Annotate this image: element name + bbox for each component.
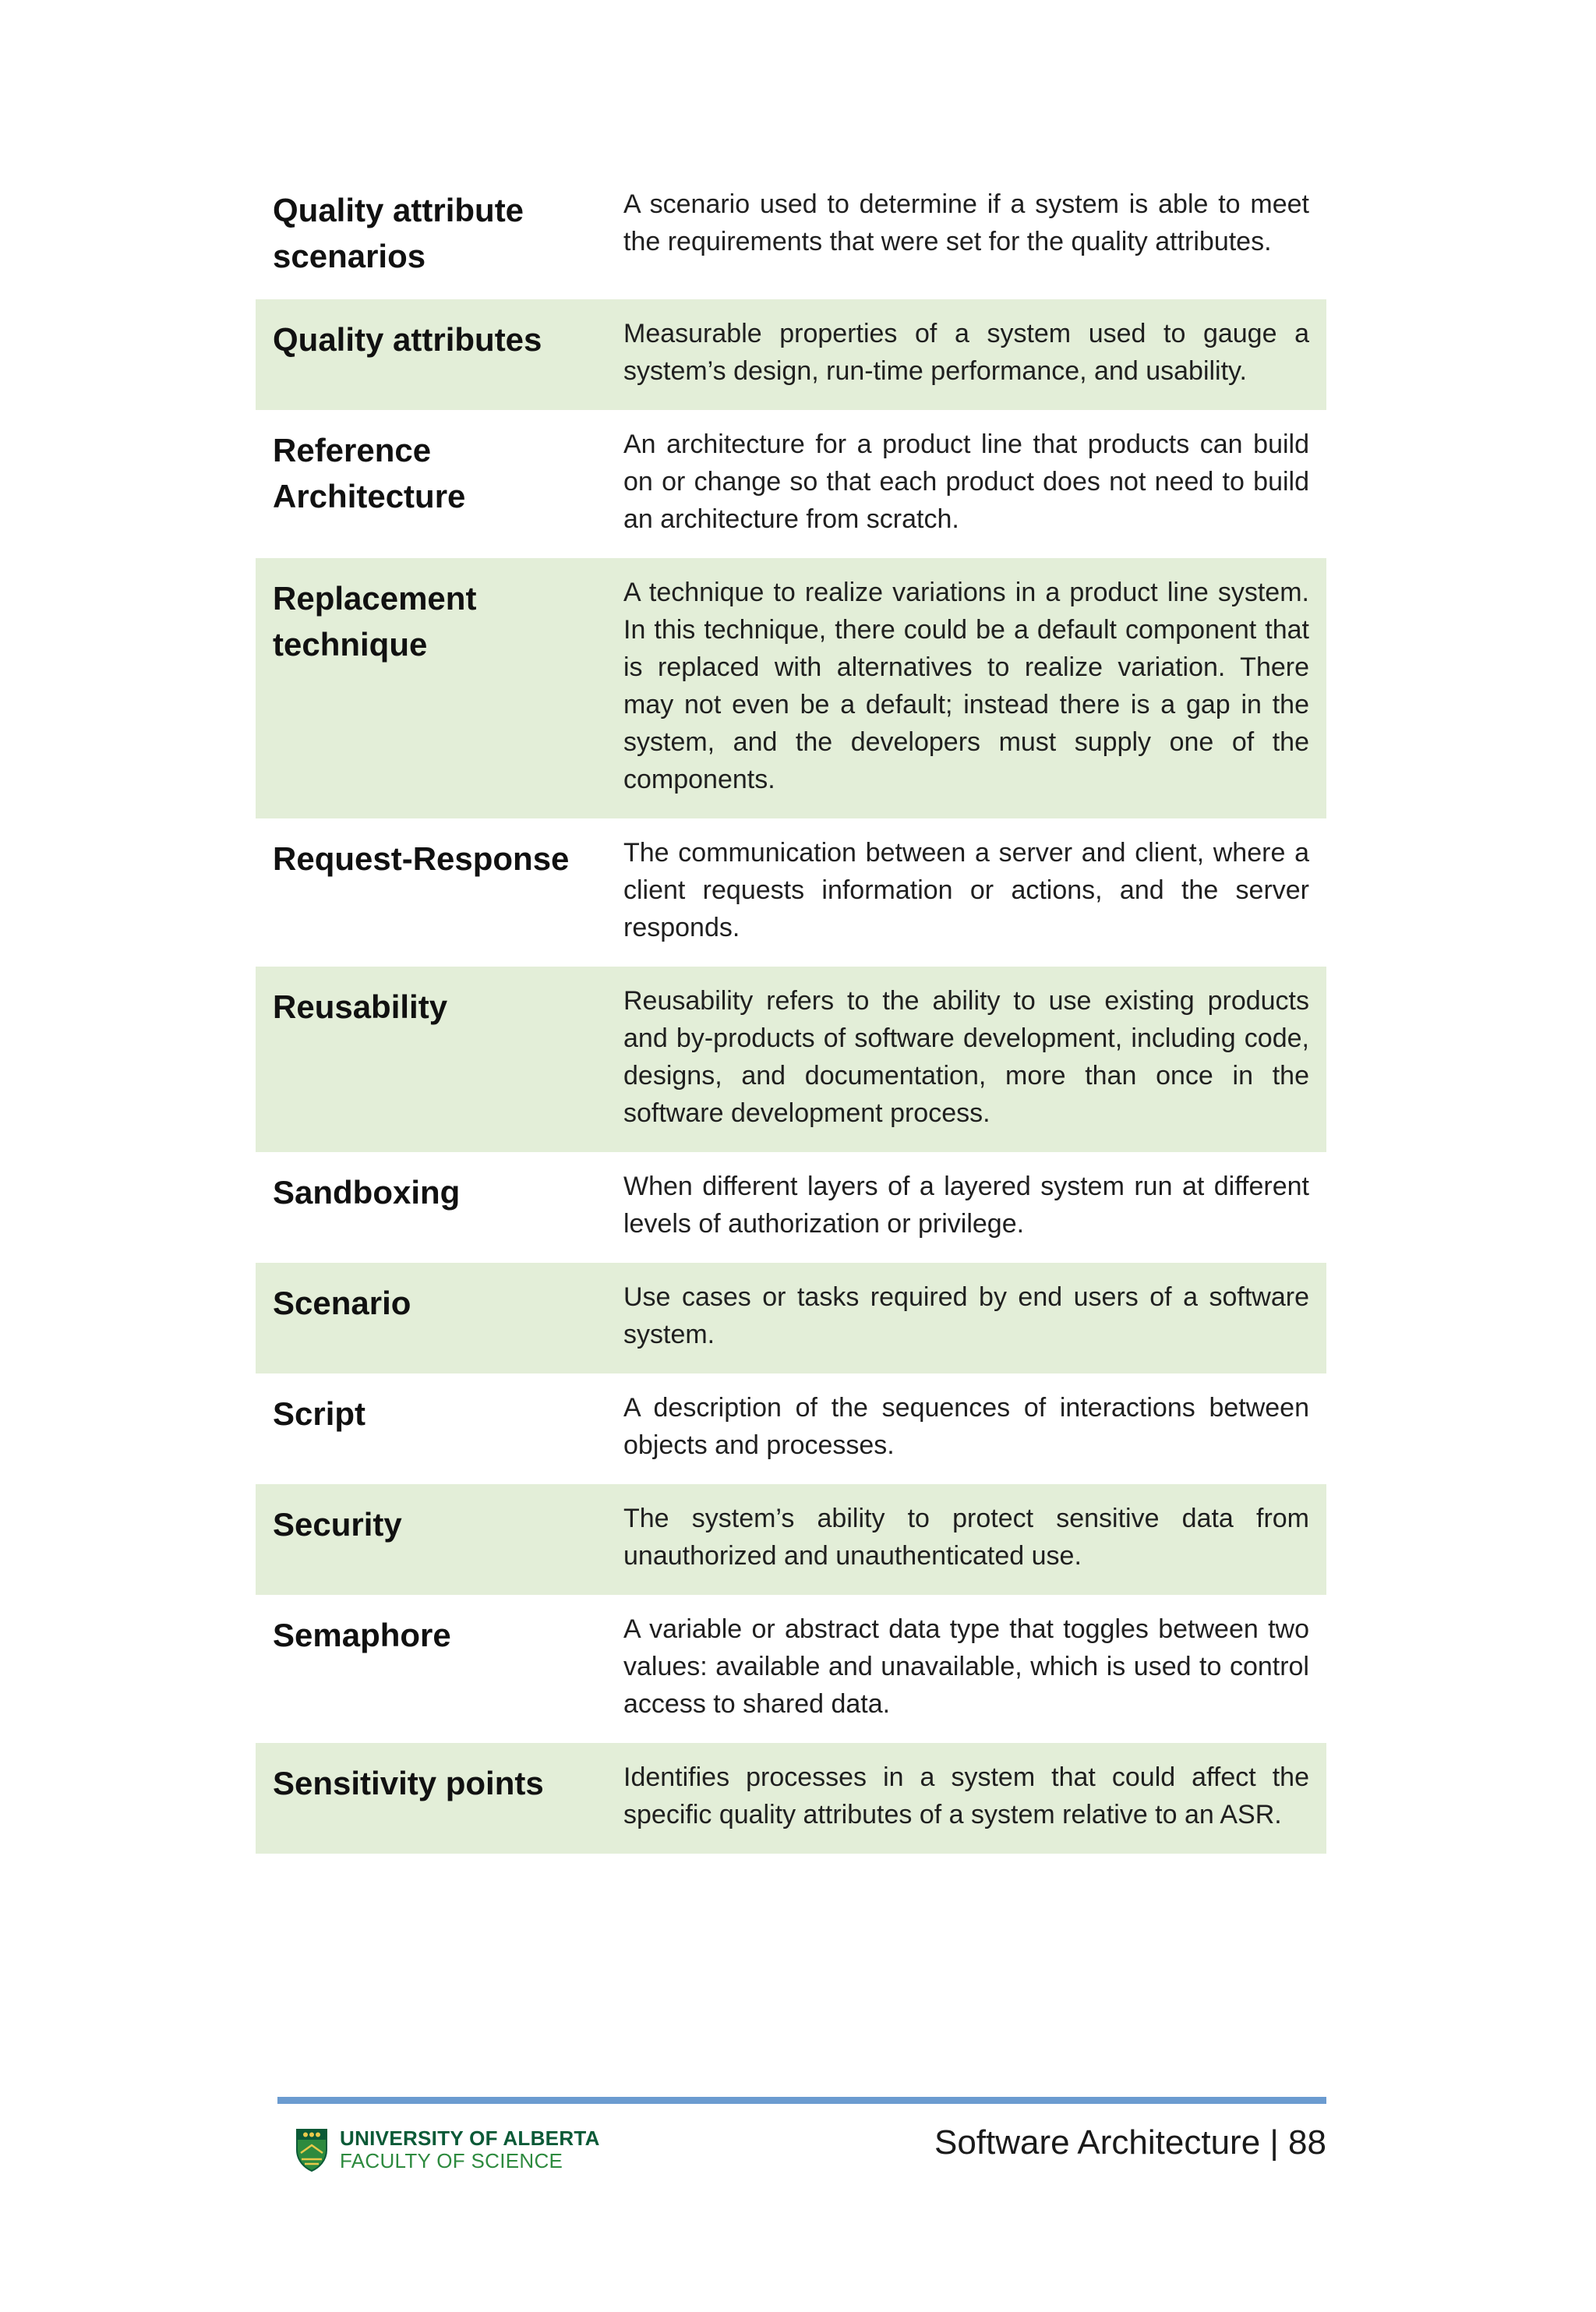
glossary-definition: The system’s ability to protect sensitive data from unauthorized and unauthenticated use.: [623, 1504, 1309, 1571]
glossary-definition: A technique to realize variations in a product line system. In this technique, there could be a default component that is replaced with alternatives to realize variation. There may not even be a default; instead there is a gap in the system, and the developers must supply one of the components.: [623, 578, 1309, 794]
glossary-definition: A scenario used to determine if a system is able to meet the requirements that were set for the quality attributes.: [623, 189, 1309, 256]
glossary-definition: The communication between a server and client, where a client requests information or actions, and the server responds.: [623, 838, 1309, 942]
glossary-definition: An architecture for a product line that products can build on or change so that each product does not need to build an architecture from scratch.: [623, 430, 1309, 534]
glossary-table: [256, 170, 1326, 1854]
glossary-term: Replacement technique: [273, 580, 477, 663]
glossary-row: [256, 1595, 1326, 1743]
glossary-row: [256, 1373, 1326, 1484]
glossary-row: [256, 1152, 1326, 1263]
glossary-term: Reference Architecture: [273, 432, 466, 514]
glossary-definition: A variable or abstract data type that toggles between two values: available and unavailable, which is used to control access to shared data.: [623, 1614, 1309, 1719]
glossary-row: [256, 967, 1326, 1152]
faculty-name: FACULTY OF SCIENCE: [340, 2149, 563, 2172]
glossary-term: Sandboxing: [273, 1174, 461, 1211]
glossary-row: [256, 558, 1326, 818]
glossary-definition: A description of the sequences of interactions between objects and processes.: [623, 1393, 1309, 1460]
glossary-term: Quality attribute scenarios: [273, 192, 524, 274]
glossary-row: [256, 170, 1326, 299]
glossary-definition: When different layers of a layered system run at different levels of authorization or privilege.: [623, 1172, 1309, 1239]
glossary-definition: Reusability refers to the ability to use existing products and by-products of software development, including code, designs, and documentation, more than once in the software development process.: [623, 986, 1309, 1128]
glossary-row: [256, 818, 1326, 967]
glossary-term: Semaphore: [273, 1617, 451, 1653]
university-crest-icon: [295, 2126, 329, 2173]
glossary-definition: Measurable properties of a system used to gauge a system’s design, run-time performance, and usability.: [623, 319, 1309, 386]
glossary-term: Scenario: [273, 1285, 411, 1321]
glossary-term: Sensitivity points: [273, 1765, 544, 1801]
glossary-term: Script: [273, 1395, 366, 1432]
university-logo: [295, 2126, 600, 2173]
glossary-row: [256, 410, 1326, 558]
footer-divider: [277, 2097, 1326, 2104]
university-name: UNIVERSITY OF ALBERTA: [340, 2126, 600, 2150]
glossary-row: [256, 1263, 1326, 1373]
page-footer-label: Software Architecture | 88: [934, 2123, 1326, 2162]
glossary-term: Quality attributes: [273, 321, 542, 358]
glossary-definition: Identifies processes in a system that could affect the specific quality attributes of a system relative to an ASR.: [623, 1762, 1309, 1829]
glossary-term: Request-Response: [273, 840, 570, 877]
glossary-row: [256, 1484, 1326, 1595]
glossary-row: [256, 299, 1326, 410]
glossary-term: Security: [273, 1506, 402, 1543]
glossary-row: [256, 1743, 1326, 1854]
glossary-term: Reusability: [273, 988, 448, 1025]
glossary-definition: Use cases or tasks required by end users of a software system.: [623, 1282, 1309, 1349]
